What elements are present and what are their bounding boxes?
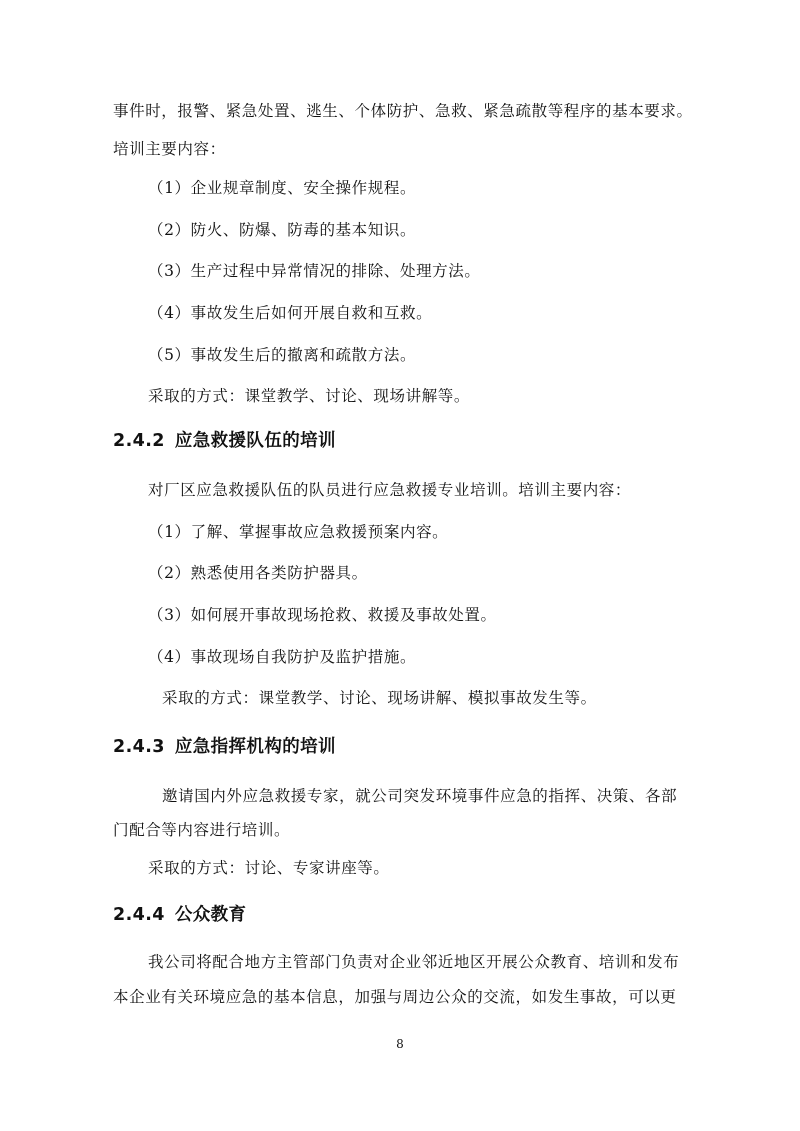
list-item: （3）生产过程中异常情况的排除、处理方法。 (148, 262, 481, 280)
paragraph-line: 培训主要内容： (113, 140, 226, 158)
list-item: （1）企业规章制度、安全操作规程。 (148, 179, 417, 197)
section-number: 2.4.2 (113, 431, 165, 451)
list-item: （4）事故发生后如何开展自救和互救。 (148, 304, 433, 322)
list-item: （4）事故现场自我防护及监护措施。 (148, 648, 417, 666)
section-number: 2.4.4 (113, 905, 165, 925)
section-title: 应急救援队伍的培训 (174, 431, 336, 451)
list-item: （1）了解、掌握事故应急救援预案内容。 (148, 523, 449, 541)
paragraph-line: 门配合等内容进行培训。 (113, 821, 291, 839)
method-text: 采取的方式：讨论、专家讲座等。 (148, 859, 390, 877)
paragraph-line: 对厂区应急救援队伍的队员进行应急救援专业培训。培训主要内容： (148, 481, 632, 499)
paragraph-line: 我公司将配合地方主管部门负责对企业邻近地区开展公众教育、培训和发布 (148, 953, 680, 971)
section-heading-2-4-3 (113, 736, 336, 758)
list-item: （3）如何展开事故现场抢救、救援及事故处置。 (148, 606, 497, 624)
method-text: 采取的方式：课堂教学、讨论、现场讲解、模拟事故发生等。 (162, 689, 597, 707)
paragraph-line: 本企业有关环境应急的基本信息，加强与周边公众的交流，如发生事故，可以更 (113, 988, 677, 1006)
list-item: （2）熟悉使用各类防护器具。 (148, 564, 368, 582)
section-number: 2.4.3 (113, 737, 165, 757)
section-title: 应急指挥机构的培训 (174, 737, 336, 757)
paragraph-line: 邀请国内外应急救援专家，就公司突发环境事件应急的指挥、决策、各部 (162, 787, 678, 805)
section-heading-2-4-2 (113, 430, 336, 452)
page-number: 8 (396, 1037, 404, 1051)
section-title: 公众教育 (174, 905, 247, 925)
section-heading-2-4-4 (113, 904, 246, 926)
paragraph-line: 事件时，报警、紧急处置、逃生、个体防护、急救、紧急疏散等程序的基本要求。 (113, 102, 693, 120)
list-item: （2）防火、防爆、防毒的基本知识。 (148, 221, 417, 239)
list-item: （5）事故发生后的撤离和疏散方法。 (148, 346, 417, 364)
method-text: 采取的方式：课堂教学、讨论、现场讲解等。 (148, 387, 471, 405)
